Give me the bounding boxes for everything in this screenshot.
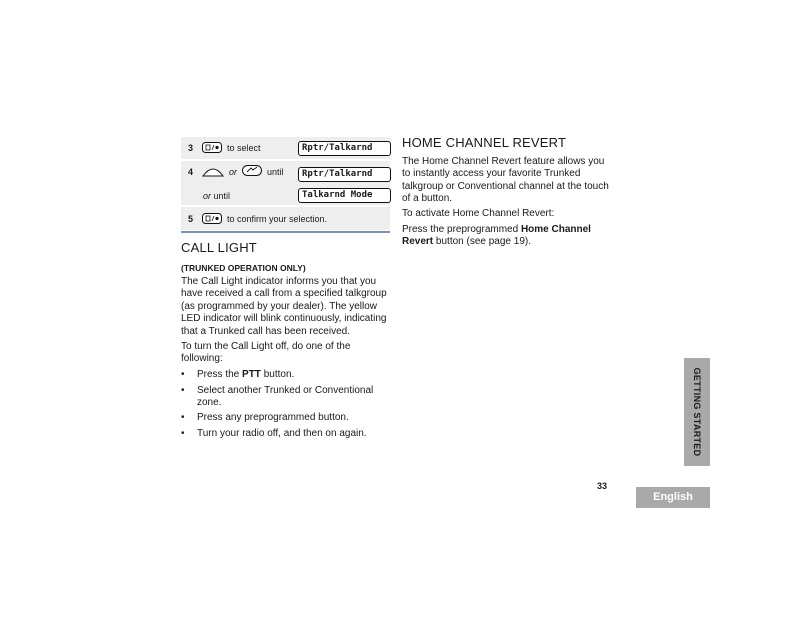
call-light-bullet-4: • Turn your radio off, and then on again. [181, 428, 367, 439]
ptt-label: PTT [242, 369, 261, 380]
radio-knob-button-icon [242, 165, 262, 176]
section-divider [181, 231, 390, 233]
call-light-subheading: (TRUNKED OPERATION ONLY) [181, 263, 306, 273]
home-channel-description: The Home Channel Revert feature allows you to instantly access your favorite Trunked talkgroup or Conventional channel at the touch of a button. [402, 156, 609, 205]
home-channel-heading: HOME CHANNEL REVERT [402, 135, 567, 150]
section-tab [684, 358, 710, 466]
page-number: 33 [597, 481, 608, 491]
call-light-bullet-2: • Select another Trunked or Conventional zone. [181, 385, 374, 409]
display-rptr-talkarnd-2: Rptr/Talkarnd [298, 167, 391, 182]
call-light-description: The Call Light indicator informs you that you have received a call from a specified talkgroup (as programmed by your dealer). The yellow LED indicator will blink continuously, indicating that a Trunked call has been received. [181, 276, 387, 337]
step-4-or: or [229, 167, 238, 177]
bullet-dot: • [181, 369, 185, 380]
language-tab: English [636, 487, 710, 508]
bullet-dot: • [181, 385, 185, 396]
section-tab-label: GETTING STARTED [692, 367, 702, 457]
select-menu-button-icon [202, 213, 222, 224]
step-5-number: 5 [188, 214, 194, 224]
home-channel-instruction: To activate Home Channel Revert: [402, 208, 555, 219]
call-light-bullet-1: • Press the PTT button. [181, 369, 295, 380]
display-talkarnd-mode: Talkarnd Mode [298, 188, 391, 203]
step-4-number: 4 [188, 167, 194, 177]
step-4-or-until: or until [203, 191, 231, 201]
home-channel-step: Press the preprogrammed Home Channel Revert button (see page 19). [402, 224, 591, 248]
bullet-dot: • [181, 428, 185, 439]
call-light-bullet-3: • Press any preprogrammed button. [181, 412, 349, 423]
step-4-until: until [267, 167, 284, 177]
step-3-number: 3 [188, 143, 194, 153]
scroll-up-button-icon [202, 166, 224, 177]
home-channel-revert-label: Home Channel Revert [402, 224, 591, 248]
bullet-dot: • [181, 412, 185, 423]
select-menu-button-icon [202, 142, 222, 153]
display-rptr-talkarnd: Rptr/Talkarnd [298, 141, 391, 156]
step-3-text: to select [227, 143, 261, 153]
call-light-heading: CALL LIGHT [181, 240, 257, 255]
call-light-instruction: To turn the Call Light off, do one of the following: [181, 341, 351, 365]
step-5-text: to confirm your selection. [227, 214, 328, 224]
